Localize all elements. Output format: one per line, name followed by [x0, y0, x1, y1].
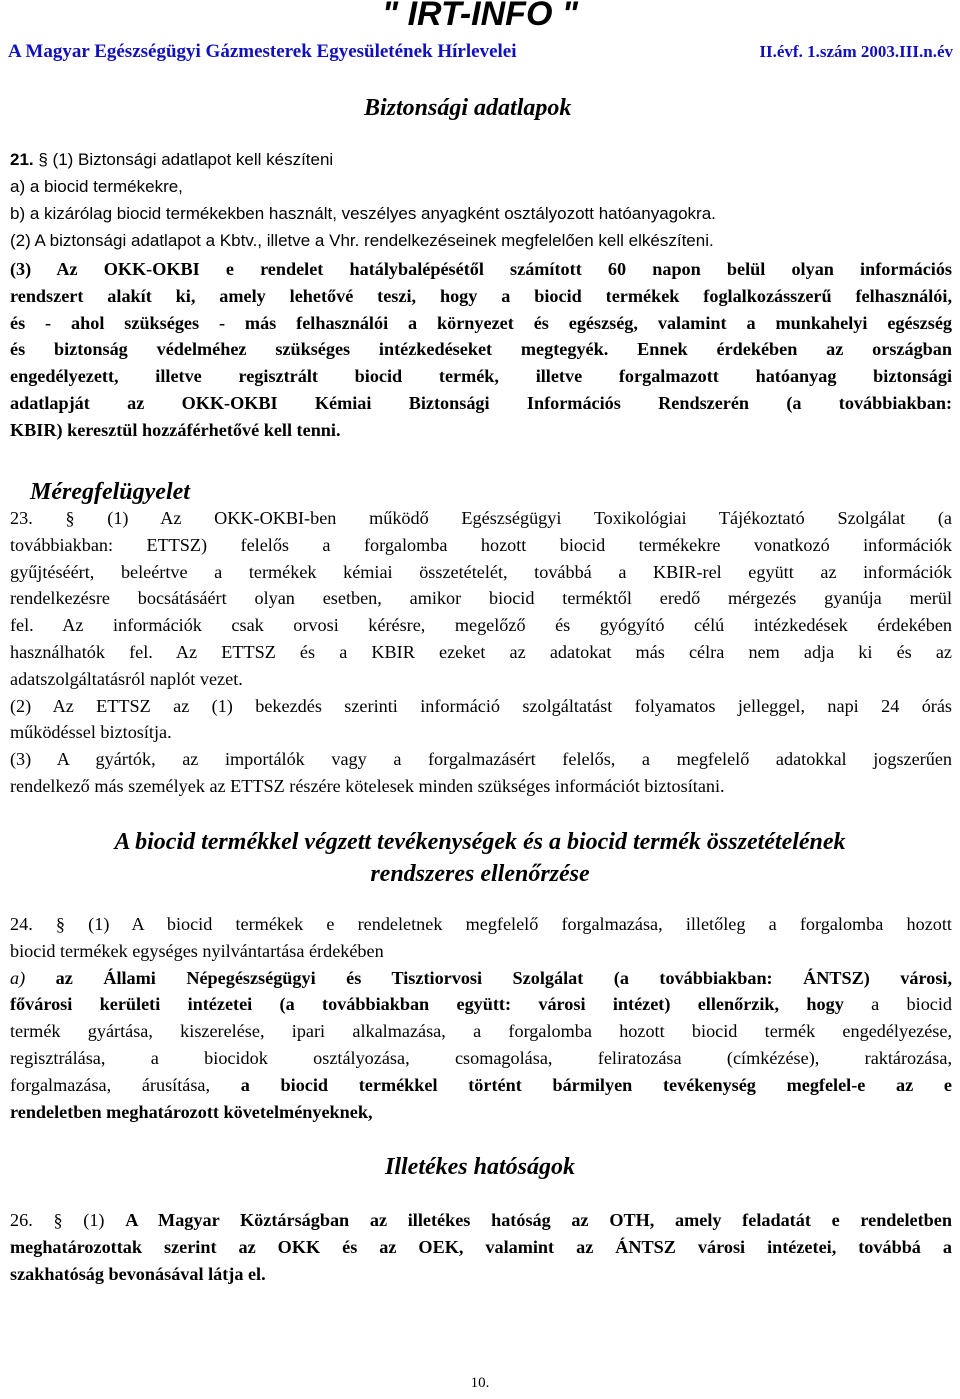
paragraph-line: (2) A biztonsági adatlapot a Kbtv., illetve a Vhr. rendelkezéseinek megfelelően kell elkészíteni. [10, 231, 714, 250]
a-line2-bold: fővárosi kerületi intézetei (a továbbiakban együtt: városi intézet) ellenőrzik, hogy [10, 994, 844, 1015]
p21-rest: § (1) Biztonsági adatlapot kell készíteni [38, 150, 334, 169]
section2-body [10, 505, 952, 800]
paragraph-line [10, 1072, 952, 1099]
paragraph-line: rendelkező más személyek az ETTSZ részére kötelesek minden szükséges információt biztosítani. [10, 775, 725, 796]
section4-body [10, 1207, 952, 1287]
heading-line-2: rendszeres ellenőrzése [370, 861, 590, 887]
section1-body [10, 146, 950, 254]
a-line2-rest: a biocid [871, 994, 953, 1015]
paragraph-line: és - ahol szükséges - más felhasználói a környezet és egészség, valamint a munkahelyi egészség [10, 312, 952, 333]
paragraph-line: 21. § (1) Biztonsági adatlapot kell készíteni [10, 150, 334, 169]
section3-body [10, 911, 952, 1125]
paragraph-line: a) a biocid termékekre, [10, 177, 183, 196]
section-heading-meregfelugyelet: Méregfelügyelet [30, 479, 190, 505]
paragraph-line: 23. § (1) Az OKK-OKBI-ben működő Egészségügyi Toxikológiai Tájékoztató Szolgálat (a [10, 508, 952, 528]
paragraph-line: fel. Az információk csak orvosi kérésre, megelőző és gyógyító célú intézkedések érdekében [10, 615, 952, 636]
paragraph-line: rendelkezésre bocsátásáért olyan esetben, amikor biocid terméktől eredő mérgezés gyanúja merül [10, 588, 952, 609]
paragraph-line [10, 991, 952, 1018]
paragraph-line: 24. § (1) A biocid termékek e rendeletnek megfelelő forgalmazása, illetőleg a forgalomba hozott [10, 914, 952, 934]
paragraph-line: továbbiakban: ETTSZ) felelős a forgalomba hozott biocid termékekre vonatkozó információk [10, 534, 952, 555]
paragraph-line: KBIR) keresztül hozzáférhetővé kell tenni. [10, 419, 341, 440]
paragraph-line: szakhatóság bevonásával látja el. [10, 1263, 266, 1284]
paragraph-line: b) a kizárólag biocid termékekben használt, veszélyes anyagként osztályozott hatóanyagokra. [10, 204, 716, 223]
newsletter-subtitle-bar [8, 40, 953, 64]
paragraph-line: regisztrálása, a biocidok osztályozása, csomagolása, feliratozása (címkézése), raktározása, [10, 1047, 952, 1068]
paragraph-line [10, 1207, 952, 1234]
newsletter-subtitle: A Magyar Egészségügyi Gázmesterek Egyesületének Hírlevelei [8, 41, 517, 62]
section-heading-biocid-ellenorzes [0, 826, 960, 890]
paragraph-line: gyűjtéséért, beleértve a termékek kémiai összetételét, továbbá a KBIR-rel együtt az információk [10, 561, 952, 582]
paragraph-line: (3) A gyártók, az importálók vagy a forgalmazásért felelős, a megfelelő adatokkal jogszerűen [10, 749, 952, 770]
paragraph-line: használhatók fel. Az ETTSZ és a KBIR ezeket az adatokat más célra nem adja ki és az [10, 641, 952, 662]
section-heading-biztonsagi-adatlapok: Biztonsági adatlapok [364, 95, 572, 121]
heading-line-1: A biocid termékkel végzett tevékenységek és a biocid termék összetételének [114, 829, 846, 855]
a-bold-text: az Állami Népegészségügyi és Tisztiorvosi Szolgálat (a továbbiakban: ÁNTSZ) városi, [55, 967, 952, 988]
paragraph-line: engedélyezett, illetve regisztrált biocid termék, illetve forgalmazott hatóanyag biztonsági [10, 366, 952, 387]
a-line5-bold: a biocid termékkel történt bármilyen tevékenység megfelel-e az e [240, 1074, 952, 1095]
section1-paragraph-3 [10, 256, 952, 444]
paragraph-line: adatlapját az OKK-OKBI Kémiai Biztonsági Információs Rendszerén (a továbbiakban: [10, 392, 952, 413]
a-line5-plain: forgalmazása, árusítása, [10, 1074, 211, 1095]
page-number: 10. [470, 1375, 490, 1391]
list-label-a: a) [10, 967, 26, 988]
paragraph-line: adatszolgáltatásról naplót vezet. [10, 668, 243, 689]
p26-prefix: 26. § (1) [10, 1210, 105, 1230]
section-heading-illetekes-hatosagok: Illetékes hatóságok [385, 1154, 575, 1180]
paragraph-line: rendeletben meghatározott követelményeknek, [10, 1101, 373, 1122]
p26-line1: A Magyar Köztárságban az illetékes hatóság az OTH, amely feladatát e rendeletben [125, 1210, 952, 1230]
paragraph-line: meghatározottak szerint az OKK és az OEK, valamint az ÁNTSZ városi intézetei, továbbá a [10, 1236, 952, 1257]
issue-info: II.évf. 1.szám 2003.III.n.év [759, 42, 953, 61]
paragraph-line: és biztonság védelméhez szükséges intézkedéseket megtegyék. Ennek érdekében az országban [10, 339, 952, 360]
paragraph-line: rendszert alakít ki, amely lehetővé teszi, hogy a biocid termékek foglalkozásszerű felhasználói, [10, 285, 952, 306]
paragraph-line: termék gyártása, kiszerelése, ipari alkalmazása, a forgalomba hozott biocid termék engedélyezése, [10, 1021, 952, 1042]
paragraph-line: működéssel biztosítja. [10, 722, 172, 743]
paragraph-line [10, 965, 952, 992]
paragraph-line: (3) Az OKK-OKBI e rendelet hatálybalépésétől számított 60 napon belül olyan információs [10, 259, 952, 279]
newsletter-title: " IRT-INFO " [382, 0, 578, 33]
paragraph-line: (2) Az ETTSZ az (1) bekezdés szerinti információ szolgáltatást folyamatos jelleggel, napi 24 órás [10, 695, 952, 716]
paragraph-line: biocid termékek egységes nyilvántartása érdekében [10, 940, 384, 961]
